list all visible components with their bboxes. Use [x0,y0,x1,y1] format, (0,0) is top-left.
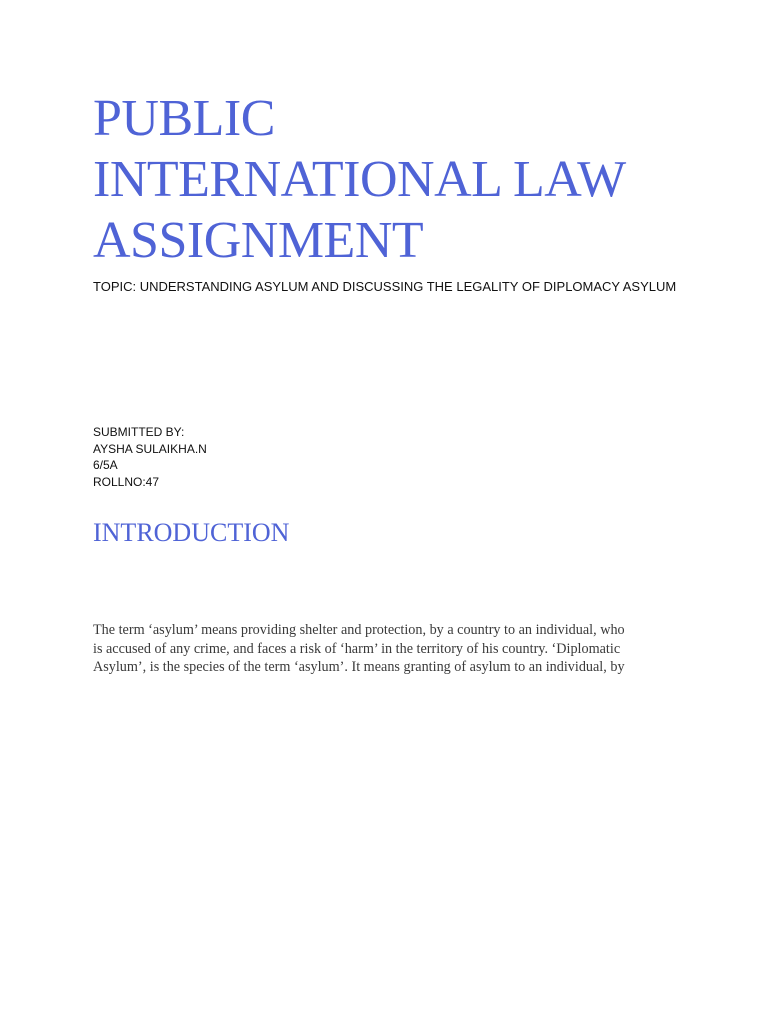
section-heading-introduction: INTRODUCTION [93,518,290,547]
submitted-by-block [93,424,393,490]
paragraph-line: is accused of any crime, and faces a risk of ‘harm’ in the territory of his country. ‘Diplomatic [93,640,621,657]
title-line: ASSIGNMENT [93,212,424,269]
roll-number: ROLLNO:47 [93,474,160,489]
paragraph-line: Asylum’, is the species of the term ‘asylum’. It means granting of asylum to an individual, by [93,659,625,675]
student-name: AYSHA SULAIKHA.N [93,441,207,456]
paragraph-line: The term ‘asylum’ means providing shelter and protection, by a country to an individual, who [93,622,625,638]
title-line: INTERNATIONAL LAW [93,151,626,208]
student-class: 6/5A [93,458,118,472]
title-line: PUBLIC [93,90,275,147]
introduction-paragraph [93,621,673,677]
submitted-by-label: SUBMITTED BY: [93,425,185,439]
document-title [93,88,733,271]
topic-line: TOPIC: UNDERSTANDING ASYLUM AND DISCUSSING THE LEGALITY OF DIPLOMACY ASYLUM [93,279,677,294]
